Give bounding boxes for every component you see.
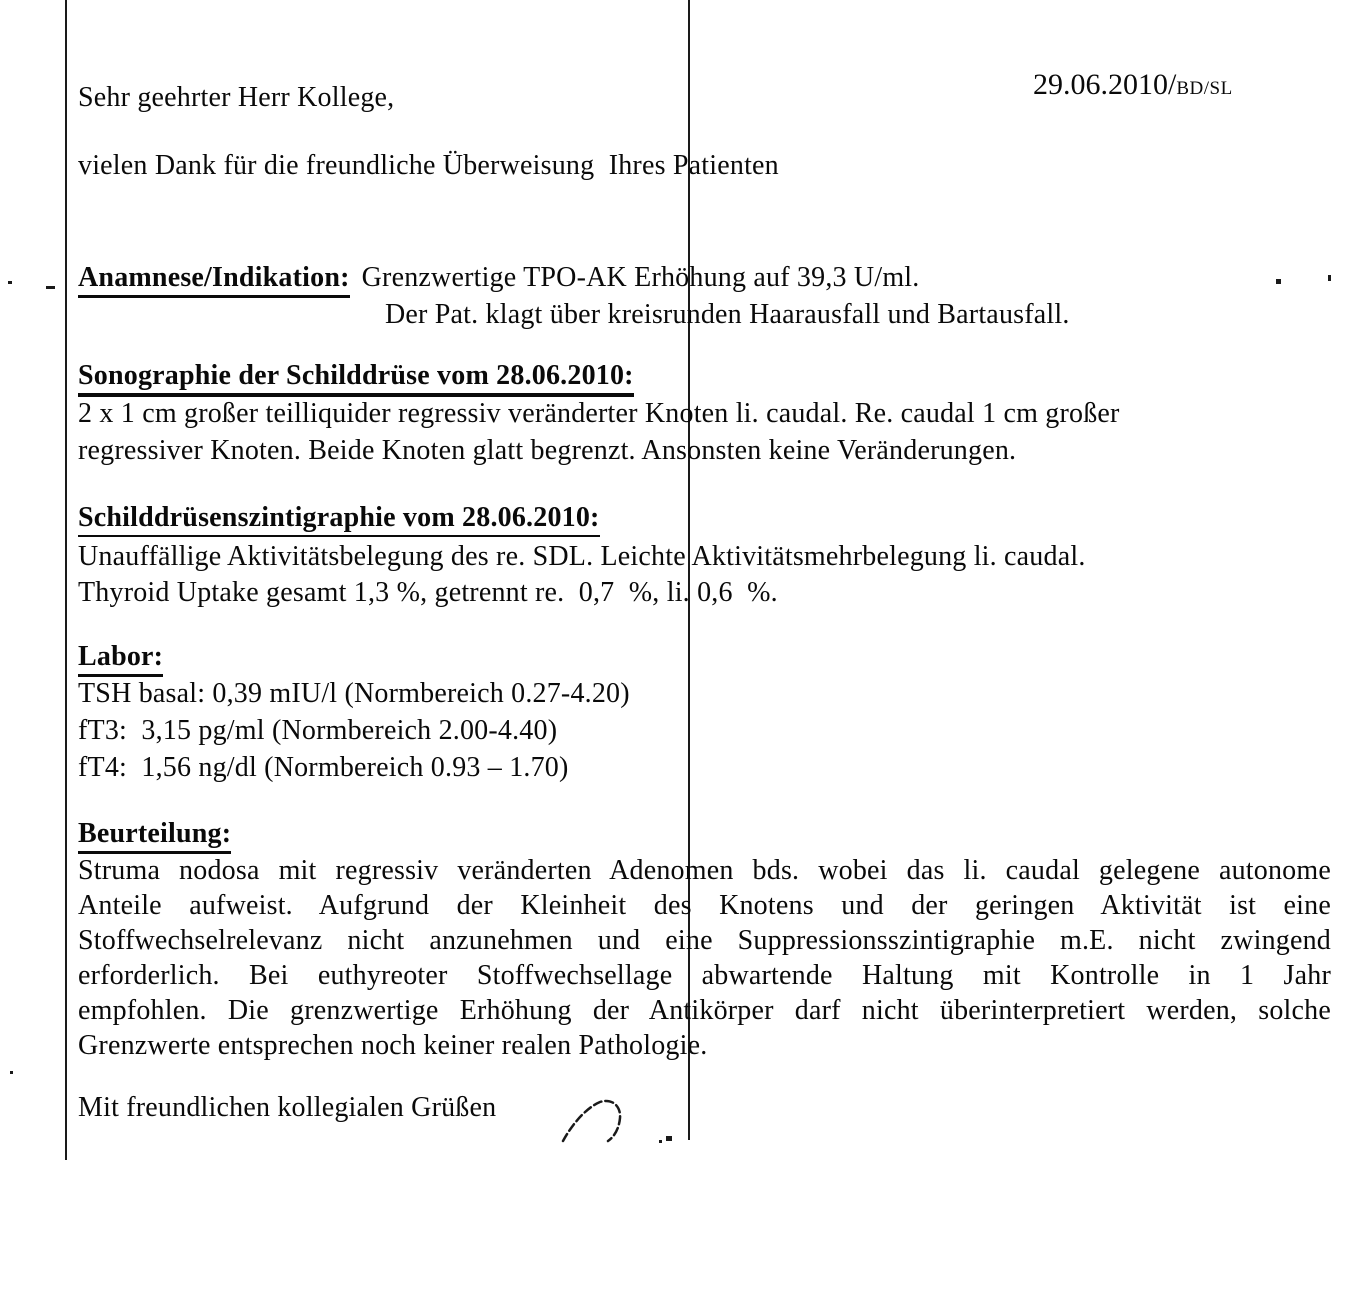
scan-noise-dot xyxy=(659,1140,662,1143)
beurteilung-para-line: Anteile aufweist. Aufgrund der Kleinheit des Knotens und der geringen Aktivität ist eine xyxy=(78,890,1331,921)
szinti-heading: Schilddrüsenszintigraphie vom 28.06.2010: xyxy=(78,502,600,537)
scan-noise-dot xyxy=(1328,275,1331,281)
szinti-heading-line xyxy=(78,502,600,537)
beurteilung-para-line: Stoffwechselrelevanz nicht anzunehmen und eine Suppressionsszintigraphie m.E. nicht zwingend xyxy=(78,925,1331,956)
labor-ft3: fT3: 3,15 pg/ml (Normbereich 2.00-4.40) xyxy=(78,715,558,746)
scan-noise-dot xyxy=(46,286,55,289)
scan-noise-dot xyxy=(666,1136,672,1141)
beurteilung-heading: Beurteilung: xyxy=(78,818,231,854)
beurteilung-para-line: erforderlich. Bei euthyreoter Stoffwechsellage abwartende Haltung mit Kontrolle in 1 Jahr xyxy=(78,960,1331,991)
anamnese-text2: Der Pat. klagt über kreisrunden Haarausfall und Bartausfall. xyxy=(385,299,1070,330)
scan-noise-dot xyxy=(1276,279,1281,284)
beurteilung-para-line: empfohlen. Die grenzwertige Erhöhung der Antikörper darf nicht überinterpretiert werden, solche xyxy=(78,995,1331,1026)
labor-ft4: fT4: 1,56 ng/dl (Normbereich 0.93 – 1.70) xyxy=(78,752,569,783)
date-value: 29.06.2010/ xyxy=(1033,68,1177,101)
scan-noise-dot xyxy=(10,1071,13,1074)
szinti-line2: Thyroid Uptake gesamt 1,3 %, getrennt re. 0,7 %, li. 0,6 %. xyxy=(78,577,778,608)
sono-heading-line xyxy=(78,360,634,397)
closing-line: Mit freundlichen kollegialen Grüßen xyxy=(78,1092,497,1123)
anamnese-text1: Grenzwertige TPO-AK Erhöhung auf 39,3 U/ml. xyxy=(361,262,920,293)
letter-date xyxy=(1005,36,1233,134)
sono-line1: 2 x 1 cm großer teilliquider regressiv veränderter Knoten li. caudal. Re. caudal 1 cm großer xyxy=(78,398,1120,429)
anamnese-heading: Anamnese/Indikation: xyxy=(78,262,350,298)
labor-heading: Labor: xyxy=(78,641,163,677)
date-initials: BD/SL xyxy=(1176,78,1233,99)
intro-line: vielen Dank für die freundliche Überweisung Ihres Patienten xyxy=(78,150,779,181)
beurteilung-heading-line xyxy=(78,818,231,854)
beurteilung-para-line: Struma nodosa mit regressiv veränderten Adenomen bds. wobei das li. caudal gelegene autonome xyxy=(78,855,1331,886)
anamnese-line xyxy=(78,262,919,298)
sono-line2: regressiver Knoten. Beide Knoten glatt begrenzt. Ansonsten keine Veränderungen. xyxy=(78,435,1017,466)
labor-heading-line xyxy=(78,641,163,677)
szinti-line1: Unauffällige Aktivitätsbelegung des re. SDL. Leichte Aktivitätsmehrbelegung li. caudal. xyxy=(78,541,1086,572)
scan-noise-dot xyxy=(8,281,12,284)
beurteilung-last-line: Grenzwerte entsprechen noch keiner realen Pathologie. xyxy=(78,1030,708,1061)
sono-heading: Sonographie der Schilddrüse vom 28.06.2010: xyxy=(78,360,634,397)
left-margin-scan-line xyxy=(65,0,67,1160)
labor-tsh: TSH basal: 0,39 mIU/l (Normbereich 0.27-4.20) xyxy=(78,678,630,709)
salutation-line: Sehr geehrter Herr Kollege, xyxy=(78,82,395,113)
